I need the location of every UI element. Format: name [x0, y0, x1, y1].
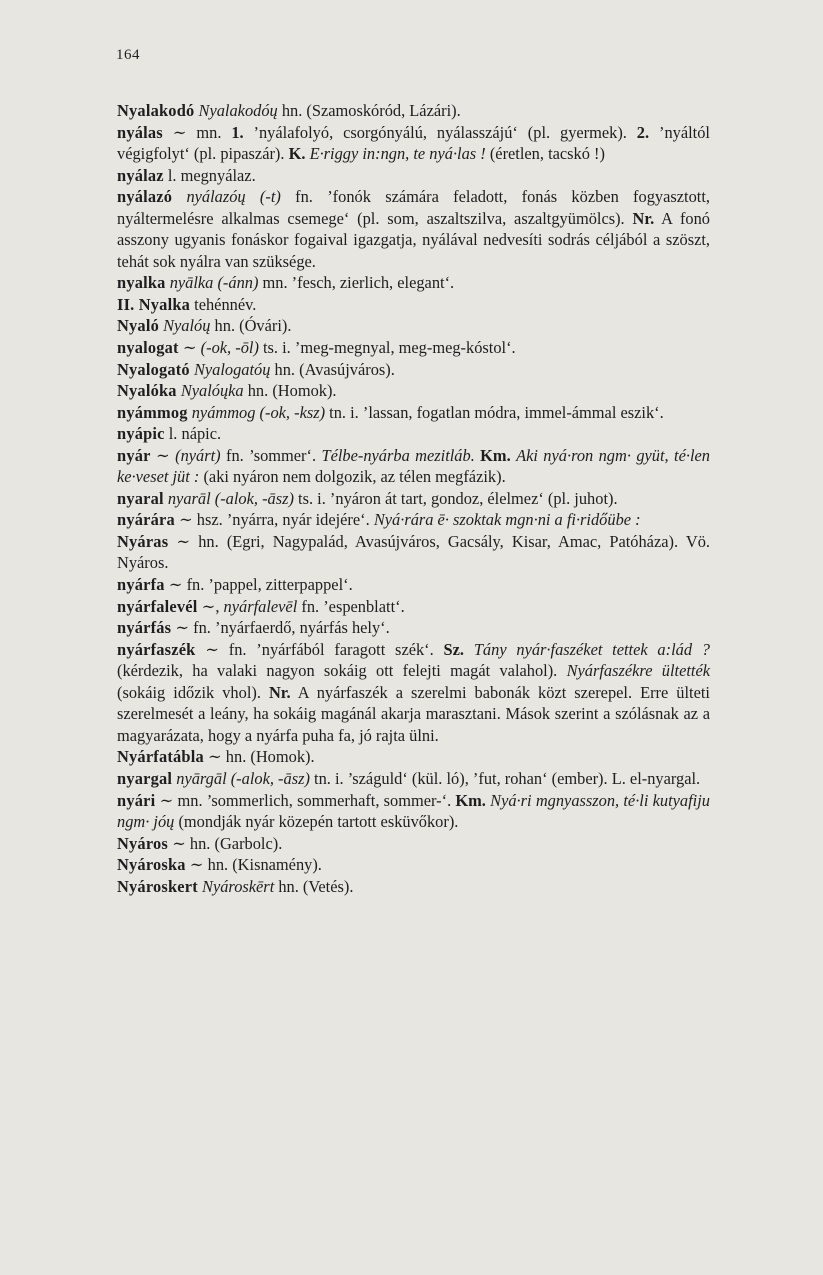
entry-headword: Nyároska — [117, 855, 186, 875]
dictionary-entry: nyárfaszék ∼ fn. ’nyárfából faragott szék‘. Sz. Tány nyár·faszéket tettek a:lád ? (kérdezik, ha valaki nagyon sokáig ott felejti magát valahol). Nyárfaszékre ültették (sokáig időzik vhol). Nr. A nyárfaszék a szerelmi babonák közt szerepel. Erre ülteti szerelmesét a leány, ha sokáig magánál akarja marasztani. Mások szerint a szólásnak az a magyarázata, hogy a nyárfa puha fa, jó rajta ülni. — [117, 639, 711, 745]
entry-headword: nyalogat — [117, 338, 179, 358]
dictionary-entry: nyálaz l. megnyálaz. — [117, 165, 256, 185]
entry-headword: Nyaló — [117, 316, 159, 336]
entry-headword: nyárfa — [117, 575, 165, 595]
entry-headword: nyárfás — [117, 618, 172, 638]
dictionary-entry: nyalogat ∼ (-ok, -ōl) ts. i. ’meg-megnyal, meg-meg-kóstol‘. — [117, 338, 516, 358]
dictionary-column — [117, 100, 710, 897]
dictionary-entry: nyálazó nyálazóų (-t) fn. ’fonók számára feladott, fonás közben fogyasztott, nyáltermelésre alkalmas csemege‘ (pl. som, aszaltszilva, aszaltgyümölcs). Nr. A fonó asszony ugyanis fonáskor fogaival igazgatja, nyálával nedvesíti sodrás céljából a szöszt, tehát sok nyálra van szüksége. — [117, 187, 710, 271]
dictionary-entry: nyápic l. nápic. — [117, 424, 222, 444]
dictionary-entry: nyárfalevél ∼, nyárfalevēl fn. ’espenblatt‘. — [117, 596, 405, 616]
entry-headword: nyápic — [117, 424, 165, 444]
entry-headword: nyári — [117, 790, 156, 810]
dictionary-entry: Nyalakodó Nyalakodóų hn. (Szamoskóród, Lázári). — [117, 101, 461, 120]
entry-headword: nyárfaszék — [117, 639, 196, 659]
entry-headword: Nyárfatábla — [117, 747, 204, 767]
entry-headword: Nyalakodó — [117, 101, 195, 120]
dictionary-entry: nyálas ∼ mn. 1. ’nyálafolyó, csorgónyálú, nyálasszájú‘ (pl. gyermek). 2. ’nyáltól végigfolyt‘ (pl. pipaszár). K. E·riggy in:ngn, te nyá·las ! (éretlen, tacskó !) — [117, 122, 710, 164]
entry-headword: nyárfalevél — [117, 596, 198, 616]
dictionary-entry: Nyalogató Nyalogatóų hn. (Avasújváros). — [117, 359, 395, 379]
entry-headword: Nyáras — [117, 531, 169, 551]
entry-headword: Nyároskert — [117, 876, 198, 896]
entry-headword: II. Nyalka — [117, 294, 191, 314]
entry-headword: nyárára — [117, 510, 175, 530]
entry-headword: nyálas — [117, 122, 163, 142]
dictionary-entry: Nyalóka Nyalóųka hn. (Homok). — [117, 381, 337, 401]
dictionary-entry: Nyaló Nyalóų hn. (Óvári). — [117, 316, 292, 336]
entry-headword: nyálazó — [117, 187, 173, 207]
dictionary-entry: nyár ∼ (nyárt) fn. ’sommer‘. Télbe-nyárba mezitláb. Km. Aki nyá·ron ngm· gyüt, té·len ke·veset jüt : (aki nyáron nem dolgozik, az télen megfázik). — [117, 445, 710, 487]
entry-headword: nyalka — [117, 273, 166, 293]
dictionary-entry: nyárára ∼ hsz. ’nyárra, nyár idejére‘. Nyá·rára ē· szoktak mgn·ni a fi·ridőübe : — [117, 510, 641, 530]
entry-headword: Nyáros — [117, 833, 168, 853]
dictionary-entry: nyárfa ∼ fn. ’pappel, zitterpappel‘. — [117, 575, 353, 595]
entry-headword: nyargal — [117, 768, 173, 788]
dictionary-entry: Nyáras ∼ hn. (Egri, Nagypalád, Avasújváros, Gacsály, Kisar, Amac, Patóháza). Vö. Nyáros. — [117, 531, 710, 573]
dictionary-entry: II. Nyalka tehénnév. — [117, 294, 257, 314]
entry-headword: Nyalóka — [117, 381, 177, 401]
entry-headword: nyár — [117, 445, 151, 465]
dictionary-entry: nyári ∼ mn. ’sommerlich, sommerhaft, sommer-‘. Km. Nyá·ri mgnyasszon, té·li kutyafiju ngm· jóų (mondják nyár közepén tartott esküvőkor). — [117, 790, 710, 832]
entry-headword: nyámmog — [117, 402, 188, 422]
entry-headword: Nyalogató — [117, 359, 190, 379]
dictionary-entry: nyalka nyālka (-ánn) mn. ’fesch, zierlich, elegant‘. — [117, 273, 455, 293]
entry-headword: nyaral — [117, 488, 164, 508]
entry-headword: nyálaz — [117, 165, 164, 185]
dictionary-entry: Nyárfatábla ∼ hn. (Homok). — [117, 747, 315, 767]
dictionary-entry: Nyáros ∼ hn. (Garbolc). — [117, 833, 283, 853]
page-number: 164 — [116, 47, 140, 63]
dictionary-entry: nyámmog nyámmog (-ok, -ksz) tn. i. ’lassan, fogatlan módra, immel-ámmal eszik‘. — [117, 402, 664, 422]
dictionary-entry: Nyároska ∼ hn. (Kisnamény). — [117, 855, 322, 875]
dictionary-entry: Nyároskert Nyároskērt hn. (Vetés). — [117, 876, 354, 896]
dictionary-entry: nyárfás ∼ fn. ’nyárfaerdő, nyárfás hely‘. — [117, 618, 390, 638]
dictionary-entry: nyargal nyārgāl (-alok, -āsz) tn. i. ’száguld‘ (kül. ló), ’fut, rohan‘ (ember). L. el-nyargal. — [117, 768, 701, 788]
dictionary-entry: nyaral nyarāl (-alok, -āsz) ts. i. ’nyáron át tart, gondoz, élelmez‘ (pl. juhot). — [117, 488, 618, 508]
